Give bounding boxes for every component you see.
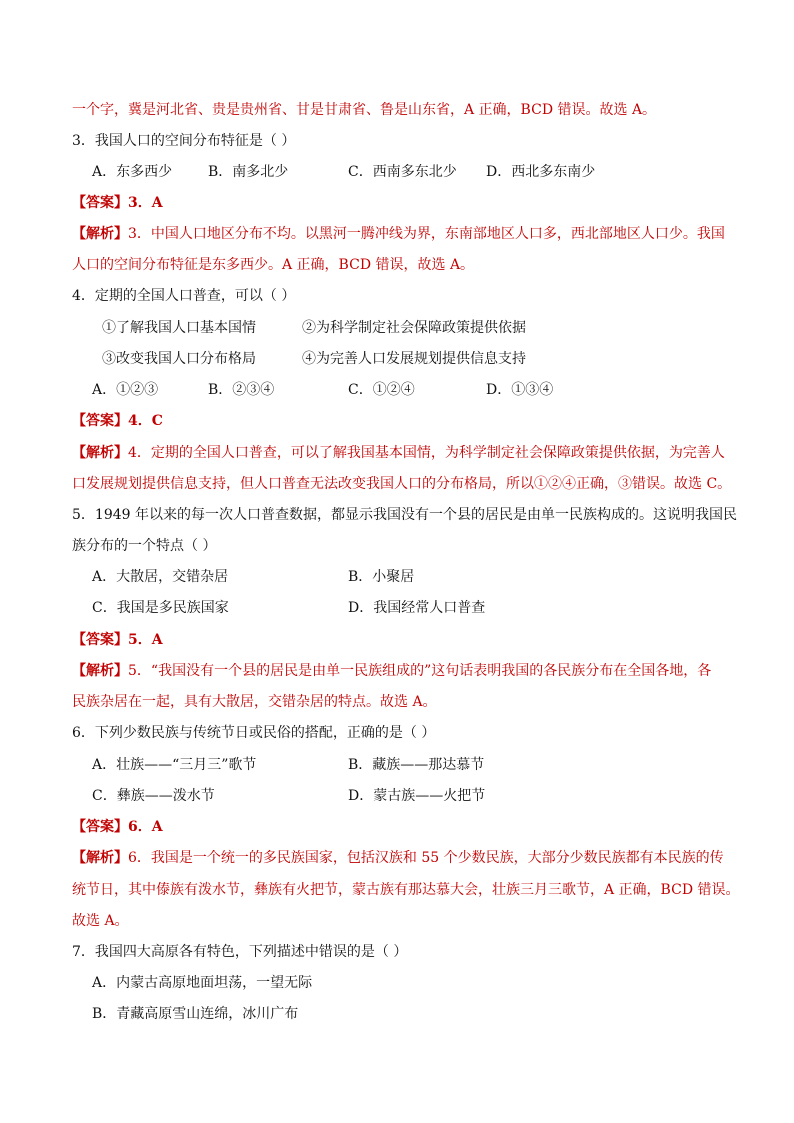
q5-answer: 5．A	[128, 632, 163, 648]
answer-label: 【答案】	[72, 632, 128, 648]
q4-analysis-line-1: 【解析】4．定期的全国人口普查，可以了解我国基本国情，为科学制定社会保障政策提供依据，为完善人	[72, 445, 725, 461]
q4-answer-line	[72, 411, 163, 431]
q6-analysis-line-1: 【解析】6．我国是一个统一的多民族国家，包括汉族和 55 个少数民族，大部分少数民族都有本民族的传	[72, 850, 724, 866]
q4-item-4: ④为完善人口发展规划提供信息支持	[302, 351, 526, 367]
q4-stem: 4．定期的全国人口普查，可以（ ）	[72, 288, 296, 304]
q6-option-d: D．蒙古族——火把节	[348, 788, 486, 804]
answer-label: 【答案】	[72, 195, 128, 211]
q6-option-b: B．藏族——那达慕节	[348, 757, 485, 773]
q6-option-a: A．壮族——“三月三”歌节	[92, 757, 257, 773]
answer-label: 【答案】	[72, 819, 128, 835]
q6-answer: 6．A	[128, 819, 163, 835]
analysis-label: 【解析】	[72, 226, 128, 242]
analysis-label: 【解析】	[72, 663, 128, 679]
q4-option-c: C．①②④	[348, 382, 415, 398]
q4-item-3: ③改变我国人口分布格局	[102, 351, 256, 367]
q5-option-c: C．我国是多民族国家	[92, 600, 229, 616]
q5-stem-line-2: 族分布的一个特点（ ）	[72, 538, 217, 554]
q3-option-b: B．南多北少	[208, 164, 289, 180]
q4-option-a: A．①②③	[92, 382, 159, 398]
q4-answer: 4．C	[128, 413, 163, 429]
q4-item-2: ②为科学制定社会保障政策提供依据	[302, 320, 526, 336]
q3-analysis-line-2: 人口的空间分布特征是东多西少。A 正确，BCD 错误，故选 A。	[72, 257, 475, 273]
q6-answer-line	[72, 817, 163, 837]
q6-option-c: C．彝族——泼水节	[92, 788, 215, 804]
q3-option-d: D．西北多东南少	[486, 164, 596, 180]
q5-analysis-line-1: 【解析】5．“我国没有一个县的居民是由单一民族组成的”这句话表明我国的各民族分布在全国各地，各	[72, 663, 712, 679]
q3-analysis-line-1: 【解析】3．中国人口地区分布不均。以黑河一腾冲线为界，东南部地区人口多，西北部地区人口少。我国	[72, 226, 725, 242]
q5-stem-line-1: 5．1949 年以来的每一次人口普查数据，都显示我国没有一个县的居民是由单一民族构成的。这说明我国民	[72, 507, 737, 523]
q6-analysis-line-3: 故选 A。	[72, 913, 129, 929]
q7-option-b: B．青藏高原雪山连绵，冰川广布	[92, 1006, 299, 1022]
analysis-label: 【解析】	[72, 445, 128, 461]
q4-option-d: D．①③④	[486, 382, 554, 398]
q3-answer: 3．A	[128, 195, 163, 211]
q3-option-a: A．东多西少	[92, 164, 173, 180]
q5-option-d: D．我国经常人口普查	[348, 600, 486, 616]
q4-analysis-line-2: 口发展规划提供信息支持，但人口普查无法改变我国人口的分布格局，所以①②④正确，③错误。故选 C。	[72, 476, 732, 492]
q2-analysis-end: 一个字，冀是河北省、贵是贵州省、甘是甘肃省、鲁是山东省，A 正确，BCD 错误。故选 A。	[72, 102, 657, 118]
q5-option-b: B．小聚居	[348, 569, 415, 585]
q5-answer-line	[72, 630, 163, 650]
q3-stem: 3．我国人口的空间分布特征是（ ）	[72, 133, 296, 149]
analysis-label: 【解析】	[72, 850, 128, 866]
q5-analysis-line-2: 民族杂居在一起，具有大散居，交错杂居的特点。故选 A。	[72, 694, 437, 710]
q3-option-c: C．西南多东北少	[348, 164, 457, 180]
q7-option-a: A．内蒙古高原地面坦荡，一望无际	[92, 975, 313, 991]
q3-answer-line	[72, 193, 163, 213]
q6-stem: 6．下列少数民族与传统节日或民俗的搭配，正确的是（ ）	[72, 725, 436, 741]
q7-stem: 7．我国四大高原各有特色，下列描述中错误的是（ ）	[72, 944, 408, 960]
q4-item-1: ①了解我国人口基本国情	[102, 320, 256, 336]
answer-label: 【答案】	[72, 413, 128, 429]
q5-option-a: A．大散居，交错杂居	[92, 569, 229, 585]
q6-analysis-line-2: 统节日，其中傣族有泼水节，彝族有火把节，蒙古族有那达慕大会，壮族三月三歌节，A 正确，BCD 错误。	[72, 882, 740, 898]
q4-option-b: B．②③④	[208, 382, 275, 398]
